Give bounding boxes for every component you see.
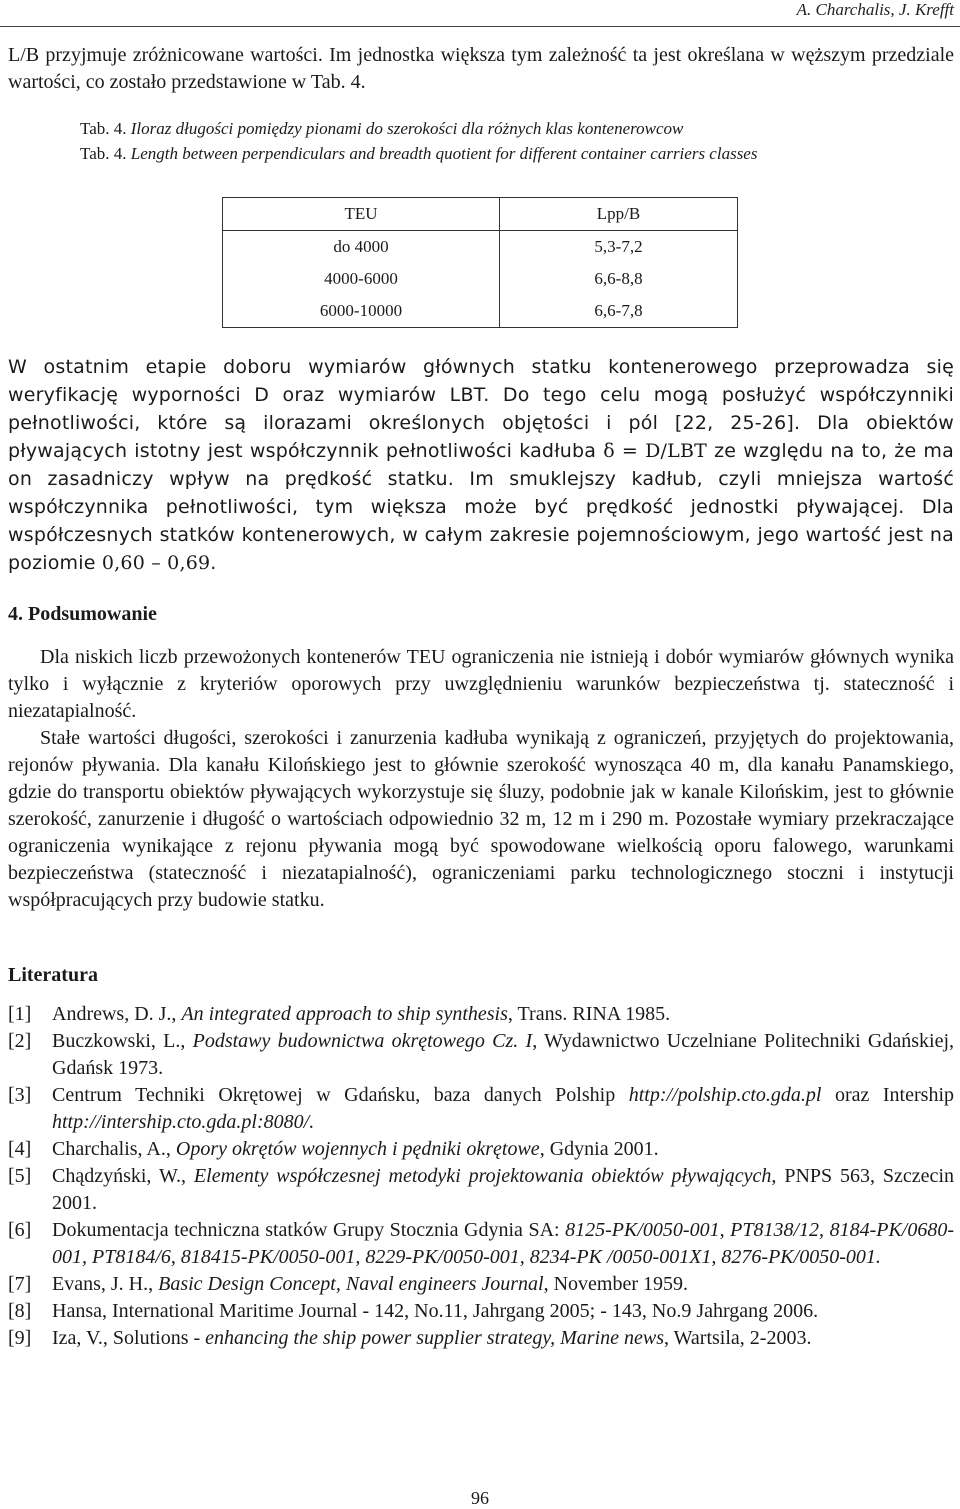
table-cell: 6,6-7,8 — [500, 295, 738, 328]
reference-text — [52, 1001, 954, 1028]
caption-en-text: Length between perpendiculars and breadth quotient for different container carriers classes — [130, 144, 758, 163]
reference-segment: , Wartsila, 2-2003. — [664, 1327, 812, 1349]
reference-segment: Buczkowski, L., — [52, 1030, 193, 1052]
page-number: 96 — [471, 1488, 489, 1508]
reference-number: [2] — [8, 1030, 32, 1052]
reference-segment: Dokumentacja techniczna statków Grupy Stocznia Gdynia SA: — [52, 1219, 566, 1241]
literature-title: Literatura — [8, 964, 98, 986]
reference-text — [52, 1298, 954, 1325]
intro-paragraph: L/B przyjmuje zróżnicowane wartości. Im jednostka większa tym zależność ta jest określana w węższym przedziale wartości, co zostało przedstawione w Tab. 4. — [8, 44, 954, 93]
reference-title: Opory okrętów wojennych i pędniki okrętowe — [175, 1138, 540, 1160]
reference-title: enhancing the ship power supplier strategy, Marine news — [205, 1327, 665, 1349]
reference-item — [8, 1298, 954, 1325]
caption-pl — [80, 116, 960, 141]
reference-text — [52, 1028, 954, 1082]
reference-item — [8, 1082, 954, 1136]
reference-text — [52, 1325, 954, 1352]
table-header-row — [223, 198, 738, 231]
reference-list — [8, 1001, 954, 1352]
body-paragraph-displacement — [8, 353, 954, 577]
reference-number: [9] — [8, 1327, 32, 1349]
reference-segment: , Gdynia 2001. — [539, 1138, 659, 1160]
caption-en-label: Tab. 4. — [80, 144, 127, 163]
reference-item — [8, 1136, 954, 1163]
reference-number: [7] — [8, 1273, 32, 1295]
table-row — [223, 295, 738, 328]
table-cell: 6000-10000 — [223, 295, 500, 328]
reference-segment: Andrews, D. J., — [52, 1003, 182, 1025]
caption-pl-label: Tab. 4. — [80, 119, 127, 138]
reference-segment: Iza, V., Solutions - — [52, 1327, 206, 1349]
table-caption — [80, 116, 960, 166]
reference-segment: oraz Intership — [821, 1084, 954, 1106]
table-cell: do 4000 — [223, 231, 500, 264]
table-cell: 4000-6000 — [223, 263, 500, 295]
reference-number: [4] — [8, 1138, 32, 1160]
data-table — [222, 197, 738, 328]
reference-text — [52, 1271, 954, 1298]
reference-segment: , November 1959. — [543, 1273, 689, 1295]
paragraph-text: W ostatnim etapie doboru wymiarów głównych statku kontenerowego przeprowadza się weryfikację wyporności D oraz wymiarów LBT. Do tego celu mogą posłużyć współczynniki pełnotliwości, które są ilorazami określonych objętości i pól [22, 25-26]. Dla obiektów pływających istotny jest współczynnik pełnotliwości kadłuba — [8, 356, 954, 462]
reference-item — [8, 1163, 954, 1217]
caption-pl-text: Iloraz długości pomiędzy pionami do szerokości dla różnych klas kontenerowcow — [130, 119, 684, 138]
reference-number: [1] — [8, 1003, 32, 1025]
paragraph-text: ze względu na to, że ma on zasadniczy wpływ na prędkość statku. Im smuklejszy kadłub, czyli mniejsza wartość współczynnika pełnotliwości, tym większa może być prędkość jednostki pływającej. Dla współczesnych statków kontenerowych, w całym zakresie pojemnościowym, jego wartość jest na poziomie — [8, 440, 954, 574]
reference-item — [8, 1001, 954, 1028]
reference-segment: Hansa, International Maritime Journal - 142, No.11, Jahrgang 2005; - 143, No.9 Jahrgang 2006. — [52, 1300, 819, 1322]
table-row — [223, 263, 738, 295]
reference-item — [8, 1217, 954, 1271]
reference-segment: , Trans. RINA 1985. — [507, 1003, 671, 1025]
reference-item — [8, 1271, 954, 1298]
reference-segment: Chądzyński, W., — [52, 1165, 194, 1187]
paragraph-end: . — [210, 552, 217, 574]
reference-title: http://polship.cto.gda.pl — [628, 1084, 822, 1106]
reference-segment: Charchalis, A., — [52, 1138, 176, 1160]
table-header-cell: Lpp/B — [500, 198, 738, 231]
reference-text — [52, 1136, 954, 1163]
reference-text — [52, 1082, 954, 1136]
section-title: 4. Podsumowanie — [8, 603, 157, 625]
reference-number: [5] — [8, 1165, 32, 1187]
table-header-cell: TEU — [223, 198, 500, 231]
reference-number: [8] — [8, 1300, 32, 1322]
running-header: A. Charchalis, J. Krefft — [796, 0, 954, 19]
reference-text — [52, 1217, 954, 1271]
reference-title: 8125-PK/0050-001, PT8138/12, 8184-PK/0680-001, PT8184/6, 818415-PK/0050-001, 8229-PK/0050-001, 8234-PK /0050-001X1, 8276-PK/0050-001. — [52, 1219, 954, 1268]
reference-number: [3] — [8, 1084, 32, 1106]
coefficient-range: 0,60 – 0,69 — [101, 552, 211, 574]
reference-item — [8, 1325, 954, 1352]
reference-segment: , PNPS 563, Szczecin 2001. — [52, 1165, 954, 1214]
summary-section — [8, 644, 954, 914]
reference-title: Elementy współczesnej metodyki projektowania obiektów pływających — [193, 1165, 772, 1187]
reference-segment: , Wydawnictwo Uczelniane Politechniki Gdańskiej, Gdańsk 1973. — [52, 1030, 955, 1079]
summary-paragraph: Dla niskich liczb przewożonych kontenerów TEU ograniczenia nie istnieją i dobór wymiarów głównych wynika tylko i wyłącznie z kryteriów oporowych przy uwzględnieniu warunków bezpieczeństwa tj. stateczność i niezatapialność. — [8, 646, 954, 722]
table-cell: 6,6-8,8 — [500, 263, 738, 295]
reference-title: An integrated approach to ship synthesis — [181, 1003, 508, 1025]
reference-segment: Centrum Techniki Okrętowej w Gdańsku, baza danych Polship — [52, 1084, 629, 1106]
reference-title: Basic Design Concept, Naval engineers Journal — [158, 1273, 544, 1295]
table-cell: 5,3-7,2 — [500, 231, 738, 264]
reference-number: [6] — [8, 1219, 32, 1241]
caption-en — [80, 141, 960, 166]
reference-segment: Evans, J. H., — [52, 1273, 159, 1295]
reference-text — [52, 1163, 954, 1217]
summary-paragraph: Stałe wartości długości, szerokości i zanurzenia kadłuba wynikają z ograniczeń, przyjętych do projektowania, rejonów pływania. Dla kanału Kilońskiego jest to głównie szerokość wynosząca 40 m, dla kanału Panamskiego, gdzie do transportu obiektów pływających wykorzystuje się śluzy, podobnie jak w kanale Kilońskim, jest to głównie szerokość, zanurzenie i długość o wartościach odpowiednio 32 m, 12 m i 290 m. Pozostałe wymiary przekraczające ograniczenia wynikające z rejonu pływania mogą być spowodowane wielkością oporu falowego, warunkami bezpieczeństwa (stateczność i niezatapialność), ograniczeniami parku technologicznego stoczni i instytucji współpracujących przy budowie statku. — [8, 727, 954, 911]
reference-title: http://intership.cto.gda.pl:8080/. — [52, 1111, 315, 1133]
reference-title: Podstawy budownictwa okrętowego Cz. I — [192, 1030, 533, 1052]
table-row — [223, 231, 738, 264]
header-rule — [0, 26, 960, 27]
block-coefficient-formula: δ = D/LBT — [603, 440, 708, 462]
reference-item — [8, 1028, 954, 1082]
